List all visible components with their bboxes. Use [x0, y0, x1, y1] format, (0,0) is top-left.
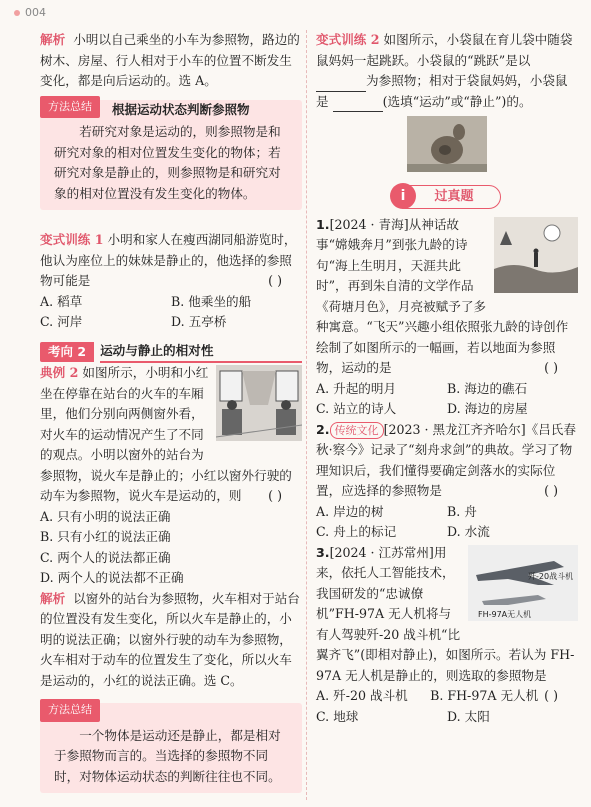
kaoxiang-title: 运动与静止的相对性 — [100, 341, 302, 364]
method-text: 若研究对象是运动的，则参照物是和研究对象的相对位置发生变化的物体；若研究对象是静止的，则参照物是和研究对象的相对位置没有发生变化的物体。 — [54, 124, 281, 201]
option-d[interactable]: D. 五亭桥 — [171, 314, 227, 329]
question-number: 3. — [316, 544, 330, 560]
option-d[interactable]: D. 水流 — [447, 524, 490, 539]
option-d[interactable]: D. 海边的房屋 — [447, 401, 528, 416]
example-2 — [40, 363, 302, 589]
option-a[interactable]: A. 歼-20 战斗机 — [316, 688, 408, 703]
question-number: 1. — [316, 216, 330, 232]
method-text: 一个物体是运动还是静止，都是相对于参照物而言的。当选择的参照物不同时，对物体运动状态的判断往往也不同。 — [54, 727, 281, 784]
options-row — [316, 502, 578, 523]
kaoxiang-tag: 考向 2 — [40, 342, 94, 363]
option-b[interactable]: B. 只有小红的说法正确 — [40, 529, 171, 544]
example-label: 典例 2 — [40, 365, 79, 380]
analysis-label: 解析 — [40, 590, 66, 606]
exercise-label: 变式训练 1 — [40, 232, 104, 247]
moon-painting-image — [494, 217, 578, 293]
question-text: 《吕氏春秋·察今》记录了“刻舟求剑”的典故。学习了物理知识后，我们懂得要确定剑落水的实际位置，应选择的参照物是 — [316, 421, 576, 498]
tradition-badge: 传统文化 — [330, 422, 384, 439]
aircraft-image — [468, 545, 578, 621]
right-column — [316, 30, 578, 727]
option-d[interactable]: D. 两个人的说法都不正确 — [40, 570, 184, 585]
question-source: [2024 · 江苏常州] — [329, 544, 434, 560]
exercise-label: 变式训练 2 — [316, 32, 380, 47]
option-a[interactable]: A. 只有小明的说法正确 — [40, 508, 171, 524]
aircraft-figure — [468, 545, 578, 628]
column-divider — [306, 30, 307, 800]
fig-label-fh97a: FH-97A无人机 — [478, 609, 532, 619]
question-source: [2024 · 青海] — [329, 216, 409, 232]
analysis-2 — [40, 589, 302, 692]
kangaroo-image — [407, 116, 487, 172]
answer-paren: ( ) — [268, 273, 282, 288]
kaoxiang-header — [40, 341, 302, 364]
exercise-text-a: 如图所示，小袋鼠在育儿袋中随袋鼠妈妈一起跳跃。小袋鼠的“跳跃”是以 — [316, 32, 573, 68]
options-row — [316, 686, 544, 707]
exercise-text: 小明和家人在瘦西湖同船游览时，他认为座位上的妹妹是静止的，他选择的参照物可能是 — [40, 232, 297, 288]
option-a[interactable]: A. 升起的明月 — [316, 380, 397, 396]
question-3 — [316, 543, 578, 728]
question-source: [2023 · 黑龙江齐齐哈尔] — [383, 421, 526, 437]
example-text: 如图所示，小明和小红坐在停靠在站台的火车的车厢里，他们分别向两侧窗外看，对火车的运动情况产生了不同的观点。小明以窗外的站台为参照物，说火车是静止的；小红以窗外行驶的动车为参照物，说火车是运动的，则 — [40, 365, 292, 503]
guozhenti-label: 过真题 — [434, 188, 474, 204]
analysis-text: 以窗外的站台为参照物，火车相对于站台的位置没有发生变化，所以火车是静止的，小明的说法正确；以窗外行驶的动车为参照物，火车相对于动车的位置发生了变化，所以火车是运动的，小红的说法正确。选 C。 — [40, 590, 300, 688]
option-d[interactable]: D. 太阳 — [447, 708, 490, 724]
method-title: 根据运动状态判断参照物 — [112, 101, 250, 117]
answer-paren: ( ) — [268, 488, 282, 503]
option-c[interactable]: C. 站立的诗人 — [316, 401, 397, 416]
exercise-1 — [40, 230, 302, 333]
analysis-text: 小明以自己乘坐的小车为参照物，路边的树木、房屋、行人相对于小车的位置不断发生变化，都是向后运动的。选 A。 — [40, 32, 300, 88]
question-2 — [316, 420, 578, 543]
analysis-label: 解析 — [40, 32, 66, 47]
question-text: 从神话故事“嫦娥奔月”到张九龄的诗句“海上生明月，天涯共此时”，再到朱自清的文学作品《荷塘月色》，月亮被赋予了多种寓意。“飞天”兴趣小组依照张九龄的诗创作绘制了如图所示的一幅画，若以地面为参照物，运动的是 — [316, 216, 569, 375]
kangaroo-figure — [316, 116, 578, 179]
fill-blank-2[interactable] — [333, 97, 383, 112]
option-c[interactable]: C. 两个人的说法都正确 — [40, 549, 171, 565]
option-a[interactable]: A. 岸边的树 — [316, 503, 384, 519]
option-a[interactable]: A. 稻草 — [40, 293, 83, 309]
options-row — [40, 312, 302, 333]
train-interior-image — [216, 365, 302, 441]
option-c[interactable]: C. 河岸 — [40, 314, 83, 329]
option-b[interactable]: B. 舟 — [447, 503, 477, 519]
train-figure — [216, 365, 302, 448]
options-row — [316, 399, 578, 420]
dot-icon — [14, 10, 20, 16]
answer-paren: ( ) — [544, 483, 558, 498]
option-b[interactable]: B. FH-97A 无人机 — [430, 688, 539, 703]
answer-paren: ( ) — [544, 688, 558, 703]
question-text: 用来，依托人工智能技术，我国研发的“忠诚僚机”FH-97A 无人机将与有人驾驶歼-20 战斗机“比翼齐飞”(即相对静止)，如图所示。若认为 FH-97A 无人机是静止的，则选取的参照物是 — [316, 544, 575, 683]
method-tag: 方法总结 — [40, 96, 100, 119]
exercise-text-b: 为参照物；相对于袋鼠妈妈，小袋鼠是 — [316, 73, 568, 109]
guozhenti-header — [393, 185, 501, 209]
option-c[interactable]: C. 地球 — [316, 708, 359, 724]
left-column — [40, 30, 302, 793]
options-row — [316, 379, 578, 400]
options-row — [40, 292, 302, 313]
method-summary-1 — [40, 100, 302, 211]
method-tag: 方法总结 — [40, 699, 100, 722]
options-row — [316, 522, 578, 543]
page-number — [14, 6, 46, 19]
method-summary-2 — [40, 703, 302, 793]
moon-figure — [494, 217, 578, 300]
option-c[interactable]: C. 舟上的标记 — [316, 524, 397, 539]
fig-label-j20: 歼-20战斗机 — [528, 571, 574, 581]
exercise-2 — [316, 30, 578, 112]
analysis-1 — [40, 30, 302, 92]
info-icon: i — [390, 183, 416, 209]
page-number-text: 004 — [25, 6, 46, 19]
question-1 — [316, 215, 578, 420]
question-number: 2. — [316, 421, 330, 437]
option-b[interactable]: B. 他乘坐的船 — [171, 293, 252, 309]
options-row — [316, 707, 578, 728]
fill-blank-1[interactable] — [316, 77, 366, 92]
option-b[interactable]: B. 海边的礁石 — [447, 380, 528, 396]
exercise-text-c: (选填“运动”或“静止”)的。 — [382, 93, 532, 109]
answer-paren: ( ) — [544, 360, 558, 375]
